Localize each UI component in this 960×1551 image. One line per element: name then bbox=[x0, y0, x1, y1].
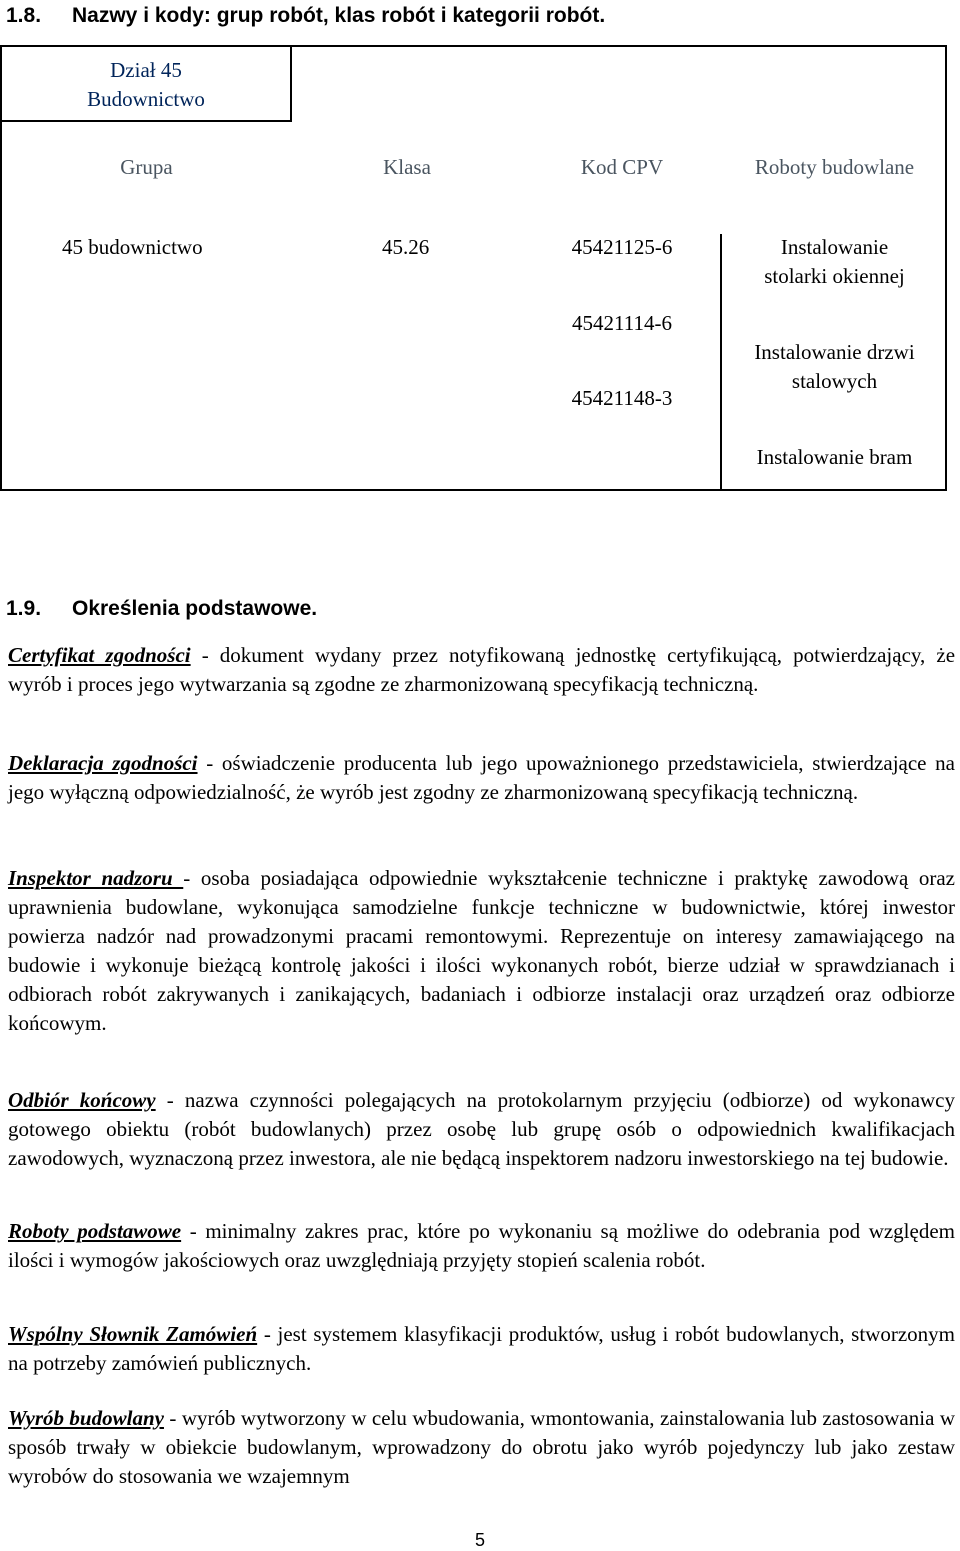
definition-text: - osoba posiadająca odpowiednie wykształcenie techniczne i praktykę zawodową oraz uprawnienia budowlane, wykonująca samodzielne funkcje techniczne w budownictwie, której inwestor powierza nadzór nad prowadzonymi pracami remontowymi. Reprezentuje on interesy zamawiającego na budowie i wykonuje bieżącą kontrolę jakości i ilości wykonanych robót, bierze udział w sprawdzianach i odbiorach robót zakrywanych i zanikających, badaniach i odbiorze instalacji oraz urządzeń oraz odbiorze końcowym. bbox=[8, 866, 956, 1035]
definition-paragraph bbox=[8, 749, 955, 807]
section-number: 1.8. bbox=[6, 4, 42, 27]
work-item-line: stolarki okiennej bbox=[764, 264, 905, 288]
definition-term: Inspektor nadzoru bbox=[8, 866, 184, 890]
header-class: Klasa bbox=[383, 155, 431, 179]
work-item-line: Instalowanie drzwi bbox=[754, 340, 915, 364]
definition-paragraph bbox=[8, 641, 955, 699]
cpv-code: 45421148-3 bbox=[571, 386, 673, 410]
work-item bbox=[724, 338, 945, 396]
definition-text: - dokument wydany przez notyfikowaną jednostkę certyfikującą, potwierdzający, że wyrób i proces jego wytwarzania są zgodne ze zharmonizowaną specyfikacją techniczną. bbox=[8, 643, 956, 696]
definition-text: - minimalny zakres prac, które po wykonaniu są możliwe do odebrania pod względem ilości i wymogów jakościowych oraz uwzględniają przyjęty stopień scalenia robót. bbox=[8, 1219, 955, 1272]
classification-table bbox=[0, 45, 947, 491]
group-cell: 45 budownictwo bbox=[62, 235, 203, 259]
header-cpv: Kod CPV bbox=[580, 155, 664, 179]
definition-paragraph bbox=[8, 1217, 955, 1275]
work-item bbox=[724, 443, 945, 472]
work-item bbox=[724, 233, 945, 291]
definition-paragraph bbox=[8, 1404, 955, 1491]
definition-paragraph bbox=[8, 864, 955, 1038]
work-item-line: stalowych bbox=[791, 369, 878, 393]
section-title: Nazwy i kody: grup robót, klas robót i kategorii robót. bbox=[72, 4, 606, 27]
department-name: Budownictwo bbox=[87, 87, 205, 111]
header-group: Grupa bbox=[120, 155, 173, 179]
section-heading-1-9 bbox=[0, 597, 317, 621]
work-item-line: Instalowanie bram bbox=[756, 445, 913, 469]
section-title: Określenia podstawowe. bbox=[72, 597, 318, 620]
definition-text: - wyrób wytworzony w celu wbudowania, wmontowania, zainstalowania lub zastosowania w sposób trwały w obiekcie budowlanym, wprowadzony do obrotu jako wyrób pojedynczy lub jako zestaw wyrobów do stosowania we wzajemnym bbox=[8, 1406, 955, 1488]
class-cell: 45.26 bbox=[382, 235, 430, 259]
definition-term: Certyfikat zgodności bbox=[8, 643, 191, 667]
definition-paragraph bbox=[8, 1320, 955, 1378]
definition-term: Deklaracja zgodności bbox=[8, 751, 198, 775]
definition-text: - nazwa czynności polegających na protokolarnym przyjęciu (odbiorze) od wykonawcy gotowego obiektu (robót budowlanych) przez osobę lub grupę osób o odpowiednich kwalifikacjach zawodowych, wyznaczoną przez inwestora, ale nie będącą inspektorem nadzoru inwestorskiego na tej budowie. bbox=[8, 1088, 955, 1170]
header-works: Roboty budowlane bbox=[754, 155, 915, 179]
department-number: Dział 45 bbox=[110, 58, 182, 82]
section-number: 1.9. bbox=[6, 597, 42, 620]
definition-text: - oświadczenie producenta lub jego upoważnionego przedstawiciela, stwierdzające na jego wyłączną odpowiedzialność, że wyrób jest zgodny ze zharmonizowaną specyfikacją techniczną. bbox=[8, 751, 956, 804]
department-cell bbox=[2, 47, 292, 122]
work-item-line: Instalowanie bbox=[780, 235, 889, 259]
definition-term: Odbiór końcowy bbox=[8, 1088, 156, 1112]
definition-term: Wspólny Słownik Zamówień bbox=[8, 1322, 258, 1346]
definition-term: Wyrób budowlany bbox=[8, 1406, 164, 1430]
page-number: 5 bbox=[474, 1530, 485, 1550]
column-divider bbox=[720, 234, 722, 489]
section-heading-1-8 bbox=[0, 4, 605, 28]
cpv-code: 45421125-6 bbox=[571, 235, 673, 259]
definition-paragraph bbox=[8, 1086, 955, 1173]
definition-text: - jest systemem klasyfikacji produktów, usług i robót budowlanych, stworzonym na potrzeby zamówień publicznych. bbox=[8, 1322, 956, 1375]
definition-term: Roboty podstawowe bbox=[8, 1219, 182, 1243]
cpv-code: 45421114-6 bbox=[572, 311, 672, 335]
